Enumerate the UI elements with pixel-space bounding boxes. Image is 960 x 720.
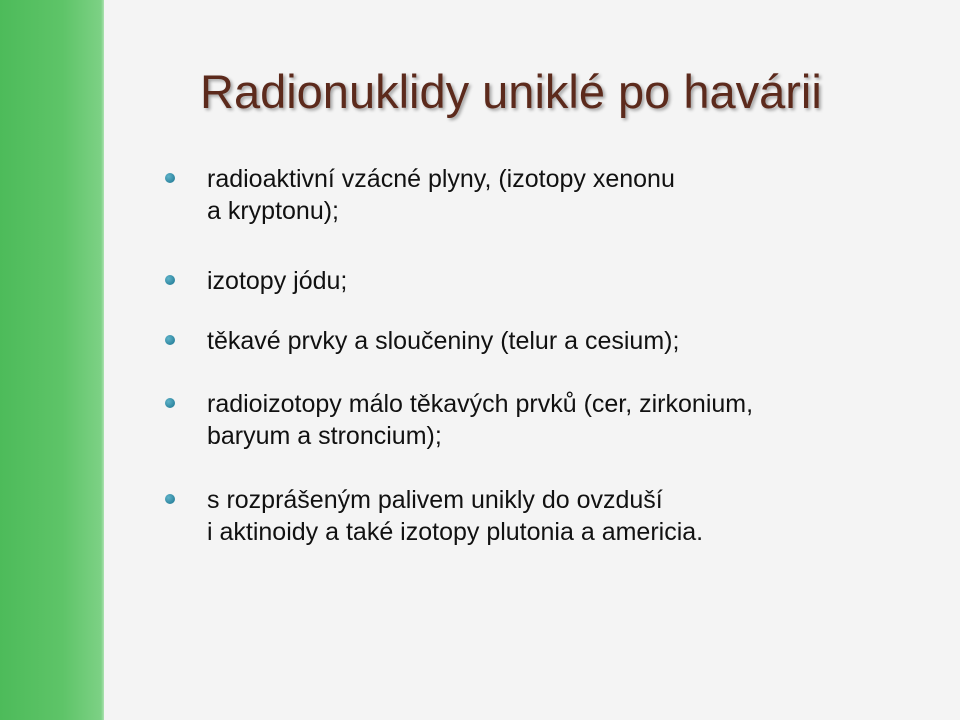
left-accent-band	[0, 0, 104, 720]
slide-title: Radionuklidy uniklé po havárii	[200, 65, 822, 118]
bullet-text	[207, 325, 907, 357]
bullet-dot-icon	[165, 275, 175, 285]
bullet-text	[207, 265, 907, 297]
bullet-line: a kryptonu);	[207, 197, 340, 225]
bullet-line: radioaktivní vzácné plyny, (izotopy xenonu	[207, 165, 675, 193]
bullet-dot-icon	[165, 173, 175, 183]
bullet-dot-icon	[165, 335, 175, 345]
bullet-text	[207, 484, 907, 548]
bullet-line: i aktinoidy a také izotopy plutonia a americia.	[207, 518, 704, 546]
bullet-line: radioizotopy málo těkavých prvků (cer, zirkonium,	[207, 390, 754, 418]
bullet-line: s rozprášeným palivem unikly do ovzduší	[207, 486, 663, 514]
bullet-text	[207, 163, 907, 227]
bullet-line: izotopy jódu;	[207, 267, 348, 295]
bullet-text	[207, 388, 907, 452]
bullet-line: baryum a stroncium);	[207, 422, 442, 450]
bullet-dot-icon	[165, 494, 175, 504]
bullet-dot-icon	[165, 398, 175, 408]
bullet-line: těkavé prvky a sloučeniny (telur a cesium);	[207, 327, 680, 355]
